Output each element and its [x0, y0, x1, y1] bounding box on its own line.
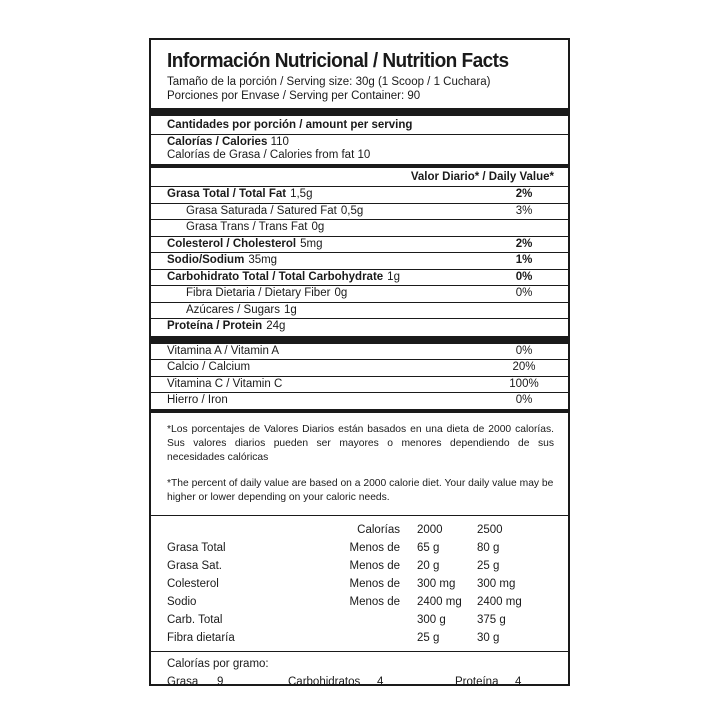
calories-per-gram-title: Calorías por gramo: — [167, 657, 269, 670]
servings-per-container: Porciones por Envase / Serving per Container: 90 — [167, 90, 421, 102]
table-cell: Sodio — [167, 595, 197, 608]
nutrient-label: Grasa Saturada / Satured Fat — [186, 204, 337, 217]
daily-value-header: Valor Diario* / Daily Value* — [410, 171, 554, 183]
cpg-carb-label: Carbohidratos — [288, 675, 361, 688]
nutrient-name — [167, 286, 347, 302]
nutrition-facts-label — [149, 38, 570, 686]
table-cell: 2000 — [417, 523, 443, 536]
table-cell: Menos de — [349, 595, 400, 608]
table-cell: 2400 mg — [477, 595, 522, 608]
serving-size: Tamaño de la porción / Serving size: 30g (1 Scoop / 1 Cuchara) — [167, 76, 491, 88]
vitamin-daily-value: 100% — [509, 377, 539, 390]
nutrient-row — [151, 270, 568, 286]
table-row — [167, 575, 537, 593]
nutrient-name — [167, 237, 322, 253]
nutrient-label: Fibra Dietaria / Dietary Fiber — [186, 287, 331, 299]
nutrient-list — [151, 187, 568, 335]
nutrient-name — [167, 303, 297, 319]
vitamin-row — [151, 377, 568, 393]
nutrient-daily-value: 0% — [515, 287, 533, 299]
nutrient-label: Proteína / Protein — [167, 320, 263, 332]
footnote-spanish — [151, 423, 568, 465]
nutrient-amount: 35mg — [248, 254, 278, 266]
vitamin-row — [151, 360, 568, 376]
table-cell: Carb. Total — [167, 613, 223, 626]
table-cell: 80 g — [477, 541, 500, 554]
calories-per-gram — [151, 652, 568, 694]
divider-medium — [151, 409, 568, 413]
nutrient-name — [167, 270, 400, 286]
cpg-carb-value: 4 — [377, 675, 384, 688]
table-cell: 375 g — [477, 613, 506, 626]
nutrient-row — [151, 253, 568, 269]
nutrient-row — [151, 303, 568, 319]
cpg-fat-label: Grasa — [167, 675, 199, 688]
nutrient-label: Colesterol / Cholesterol — [167, 237, 297, 250]
calories-block — [151, 135, 568, 164]
nutrient-row — [151, 204, 568, 220]
nutrient-name — [167, 220, 324, 236]
nutrient-amount: 24g — [266, 320, 286, 332]
vitamin-daily-value: 0% — [515, 344, 533, 357]
nutrient-amount: 1g — [283, 303, 297, 316]
table-header-row — [167, 521, 537, 539]
table-row — [167, 611, 537, 629]
cpg-fat-value: 9 — [217, 675, 224, 688]
table-cell: 30 g — [477, 631, 500, 644]
table-cell: Colesterol — [167, 577, 219, 590]
vitamin-label: Calcio / Calcium — [167, 361, 251, 373]
table-cell: 300 g — [417, 613, 446, 626]
vitamin-label: Hierro / Iron — [167, 394, 228, 406]
footnote-es-text: *Los porcentajes de Valores Diarios están basados en una dieta de 2000 calorías. Sus valores diarios pueden ser mayores o menores dependiendo de sus necesidades calóricas — [167, 423, 554, 463]
cpg-protein-label: Proteína — [455, 675, 499, 688]
table-cell: Menos de — [349, 541, 400, 554]
table-cell: Menos de — [349, 577, 400, 590]
nutrient-amount: 1g — [387, 270, 400, 283]
table-cell: 300 mg — [477, 577, 516, 590]
nutrient-label: Carbohidrato Total / Total Carbohydrate — [167, 270, 384, 283]
daily-values-table — [167, 521, 537, 647]
table-cell: 2500 — [477, 523, 503, 536]
table-cell: 20 g — [417, 559, 440, 572]
vitamin-daily-value: 20% — [512, 361, 536, 373]
nutrient-name — [167, 204, 363, 220]
nutrient-amount: 0g — [311, 221, 325, 233]
table-cell: Fibra dietaría — [167, 631, 235, 644]
nutrient-amount: 0,5g — [340, 204, 364, 217]
table-row — [167, 593, 537, 611]
calories-from-fat: Calorías de Grasa / Calories from fat 10 — [167, 149, 371, 161]
table-cell: 65 g — [417, 541, 440, 554]
nutrient-amount: 1,5g — [290, 188, 313, 200]
divider-thick — [151, 108, 568, 116]
nutrient-row — [151, 187, 568, 203]
nutrient-daily-value: 1% — [515, 254, 533, 266]
nutrient-name — [167, 187, 312, 203]
table-cell — [167, 521, 297, 539]
table-cell: Grasa Sat. — [167, 559, 222, 572]
table-cell: 25 g — [417, 631, 440, 644]
nutrient-daily-value: 3% — [515, 204, 533, 217]
nutrient-name — [167, 253, 277, 269]
table-cell: Calorías — [357, 523, 400, 536]
footnote-en-text: *The percent of daily value are based on a 2000 calorie diet. Your daily value may be higher or lower depending on your caloric needs. — [167, 477, 554, 503]
nutrient-daily-value: 2% — [515, 188, 533, 200]
cpg-protein-value: 4 — [515, 675, 522, 688]
footnote-english — [151, 477, 568, 505]
nutrient-row — [151, 319, 568, 335]
table-cell: 25 g — [477, 559, 500, 572]
vitamin-label: Vitamina A / Vitamin A — [167, 344, 280, 357]
table-cell — [297, 611, 417, 629]
nutrient-name — [167, 319, 285, 335]
nutrient-amount: 0g — [334, 287, 348, 299]
nutrient-row — [151, 220, 568, 236]
table-cell: 2400 mg — [417, 595, 462, 608]
nutrient-amount: 5mg — [300, 237, 323, 250]
nutrient-label: Grasa Total / Total Fat — [167, 188, 287, 200]
vitamin-list — [151, 344, 568, 409]
table-row — [167, 539, 537, 557]
table-row — [167, 557, 537, 575]
vitamin-row — [151, 344, 568, 360]
nutrient-row — [151, 237, 568, 253]
amount-per-serving: Cantidades por porción / amount per serving — [167, 119, 413, 131]
label-title: Información Nutricional / Nutrition Facts — [167, 49, 509, 72]
nutrient-daily-value: 0% — [515, 270, 533, 283]
vitamin-row — [151, 393, 568, 409]
nutrient-label: Grasa Trans / Trans Fat — [186, 221, 308, 233]
nutrient-label: Sodio/Sodium — [167, 254, 245, 266]
table-cell: Menos de — [349, 559, 400, 572]
table-cell — [297, 629, 417, 647]
table-cell: 300 mg — [417, 577, 456, 590]
table-cell: Grasa Total — [167, 541, 226, 554]
nutrient-label: Azúcares / Sugars — [186, 303, 280, 316]
vitamin-daily-value: 0% — [515, 394, 533, 406]
table-row — [167, 629, 537, 647]
nutrient-daily-value: 2% — [515, 237, 533, 250]
divider-thick — [151, 336, 568, 344]
daily-values-table-wrap — [151, 516, 568, 651]
calories-value: 110 — [270, 136, 289, 148]
nutrient-row — [151, 286, 568, 302]
calories-label: Calorías / Calories — [167, 136, 268, 148]
vitamin-label: Vitamina C / Vitamin C — [167, 377, 283, 390]
